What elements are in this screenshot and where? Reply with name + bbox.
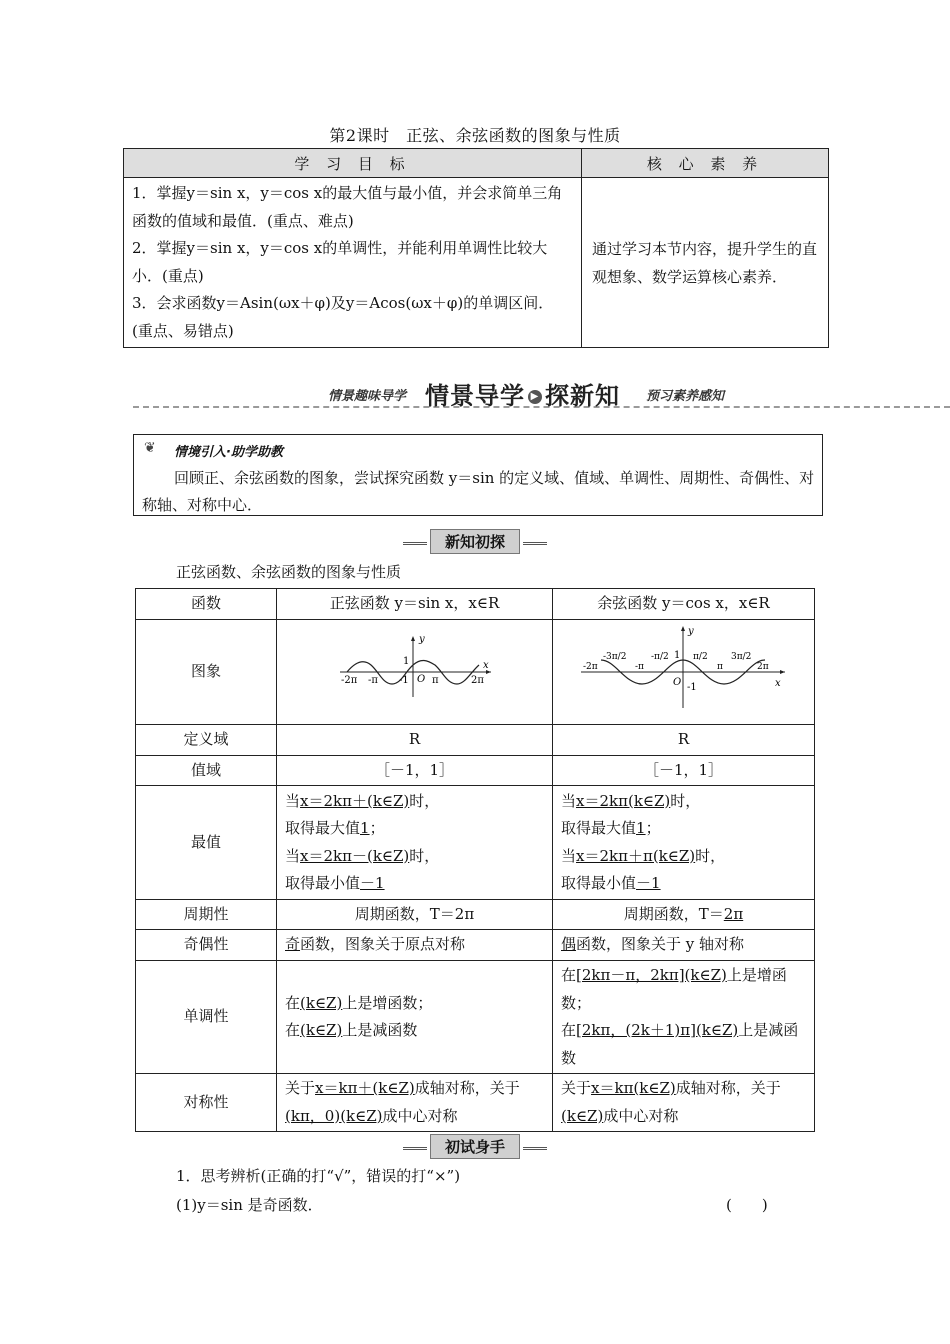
- text: ；: [645, 819, 661, 837]
- new-knowledge-label: 新知初探: [430, 529, 520, 554]
- text: 上是减函数: [342, 1021, 418, 1039]
- sine-y-arrow: [411, 636, 415, 641]
- cosine-graph-cell: [553, 620, 815, 725]
- sine-graph: [335, 632, 495, 702]
- sine-max-condition: x＝2kπ＋(k∈Z): [300, 791, 410, 810]
- row-label-parity: 奇偶性: [136, 930, 277, 961]
- banner-left-caption: 情景趣味导学: [328, 389, 407, 404]
- question-1: (1)y＝sin 是奇函数．: [176, 1196, 323, 1214]
- sine-decreasing-interval: (k∈Z): [300, 1021, 343, 1039]
- sine-monotonic: [277, 961, 553, 1074]
- cosine-neg-pi-label: -π: [634, 662, 644, 673]
- goals-cell: [124, 178, 582, 348]
- cosine-domain: R: [553, 725, 815, 756]
- sine-min-value: －1: [360, 874, 385, 892]
- sine-pi-label: π: [431, 675, 439, 687]
- cosine-three-pi-half-label: 3π/2: [730, 652, 751, 663]
- text: 取得最小值: [285, 874, 361, 892]
- cosine-min-condition: x＝2kπ＋π(k∈Z): [576, 846, 696, 865]
- cosine-symmetry-axis: x＝kπ(k∈Z): [591, 1079, 676, 1097]
- intro-box: [133, 434, 823, 516]
- sine-extremum: [277, 786, 553, 900]
- goals-header: 学 习 目 标: [124, 149, 582, 178]
- text: 时，: [409, 846, 440, 865]
- cosine-period-value: 2π: [723, 904, 744, 923]
- text: 成轴对称，关于: [414, 1079, 520, 1097]
- text: 当: [561, 791, 577, 810]
- text: 当: [561, 846, 577, 865]
- cosine-two-pi-label: 2π: [756, 662, 769, 673]
- cosine-y-arrow: [681, 626, 685, 631]
- goals-table: [123, 148, 829, 348]
- text: 取得最大值: [561, 819, 637, 837]
- table-caption: 正弦函数、余弦函数的图象与性质: [176, 563, 402, 581]
- question-intro: 1．思考辨析(正确的打“√”，错误的打“×”): [176, 1167, 461, 1185]
- row-label-graph: 图象: [136, 620, 277, 725]
- header-function: 函数: [136, 589, 277, 620]
- new-knowledge-tag: [0, 529, 950, 554]
- cosine-period: [553, 900, 815, 930]
- cosine-range: ［－1，1］: [553, 756, 815, 786]
- text: ；: [369, 819, 385, 837]
- cosine-pi-label: π: [716, 662, 723, 673]
- sine-min-condition: x＝2kπ－(k∈Z): [300, 846, 410, 865]
- cosine-parity-word: 偶: [561, 935, 577, 954]
- sine-graph-cell: [277, 620, 553, 725]
- core-cell: 通过学习本节内容，提升学生的直观想象、数学运算核心素养．: [582, 178, 829, 348]
- cosine-neg-two-pi-label: -2π: [582, 662, 598, 673]
- sine-neg-pi-label: -π: [367, 675, 378, 687]
- row-label-range: 值域: [136, 756, 277, 786]
- cosine-origin-label: O: [672, 677, 681, 689]
- sine-symmetry-center: (kπ，0)(k∈Z): [285, 1106, 383, 1125]
- goal-3: 3．会求函数y＝Asin(ωx＋φ)及y＝Acos(ωx＋φ)的单调区间．(重点、易错点): [132, 294, 554, 340]
- sine-parity-word: 奇: [285, 935, 301, 954]
- text: 成中心对称: [603, 1106, 679, 1125]
- text: 当: [285, 846, 301, 865]
- cosine-neg-pi-half-label: -π/2: [650, 652, 669, 663]
- text: 取得最大值: [285, 819, 361, 837]
- sine-max-value: 1: [360, 819, 370, 837]
- text: 关于: [285, 1079, 316, 1097]
- cosine-decreasing-interval: [2kπ，(2k＋1)π](k∈Z): [576, 1021, 739, 1039]
- text: 函数，图象关于原点对称: [300, 935, 466, 954]
- text: 上是增函数；: [561, 966, 787, 1012]
- banner-title-right: 探新知: [545, 382, 620, 410]
- sine-two-pi-label: 2π: [470, 675, 484, 687]
- text: 成中心对称: [382, 1106, 458, 1125]
- text: 在: [285, 993, 301, 1012]
- cosine-x-label: x: [774, 678, 781, 690]
- text: 时，: [695, 846, 726, 865]
- sine-y-label: y: [418, 634, 425, 646]
- sine-neg-two-pi-label: -2π: [340, 675, 357, 687]
- text: 上是增函数；: [342, 993, 433, 1012]
- cosine-parity: [553, 930, 815, 961]
- text: 成轴对称，关于: [675, 1079, 781, 1097]
- sine-parity: [277, 930, 553, 961]
- sine-range: ［－1，1］: [277, 756, 553, 786]
- core-header: 核 心 素 养: [582, 149, 829, 178]
- row-label-period: 周期性: [136, 900, 277, 930]
- cosine-pi-half-label: π/2: [692, 652, 708, 663]
- answer-blank[interactable]: ( ): [726, 1196, 768, 1214]
- banner-title-left: 情景导学: [425, 382, 525, 410]
- sine-symmetry-axis: x＝kπ＋(k∈Z): [315, 1079, 415, 1097]
- text: 周期函数，T＝: [623, 904, 724, 923]
- sine-x-label: x: [482, 660, 489, 672]
- properties-table: [135, 588, 815, 1132]
- goal-1: 1．掌握y＝sin x，y＝cos x的最大值与最小值，并会求简单三角函数的值域和最值．(重点、难点): [132, 184, 563, 230]
- row-label-monotonic: 单调性: [136, 961, 277, 1074]
- sine-neg-one-label: -1: [398, 675, 409, 687]
- section-banner: [133, 376, 950, 416]
- goal-2: 2．掌握y＝sin x，y＝cos x的单调性，并能利用单调性比较大小．(重点): [132, 239, 548, 285]
- cosine-y-label: y: [687, 626, 694, 638]
- sine-symmetry: [277, 1074, 553, 1132]
- lesson-title: 第2课时 正弦、余弦函数的图象与性质: [329, 126, 621, 145]
- try-label: 初试身手: [430, 1134, 520, 1159]
- leaf-icon: ❦: [144, 440, 156, 456]
- header-sine: 正弦函数 y＝sin x，x∈R: [277, 589, 553, 620]
- row-label-extremum: 最值: [136, 786, 277, 900]
- banner-arrow-icon: ▶: [528, 390, 542, 404]
- cosine-increasing-interval: [2kπ－π，2kπ](k∈Z): [576, 966, 727, 984]
- try-tag: [0, 1134, 950, 1159]
- cosine-x-arrow: [780, 670, 785, 674]
- text: 函数，图象关于 y 轴对称: [576, 935, 745, 954]
- cosine-symmetry-center: (k∈Z): [561, 1106, 604, 1125]
- text: 时，: [670, 791, 701, 810]
- text: 上是减函数: [561, 1021, 799, 1067]
- cosine-extremum: [553, 786, 815, 900]
- cosine-neg-three-pi-half-label: -3π/2: [602, 652, 626, 663]
- row-label-domain: 定义域: [136, 725, 277, 756]
- intro-heading: 情境引入·助学助教: [174, 445, 283, 460]
- sine-origin-label: O: [416, 674, 425, 686]
- text: 当: [285, 791, 301, 810]
- text: 在: [285, 1021, 301, 1039]
- header-cosine: 余弦函数 y＝cos x，x∈R: [553, 589, 815, 620]
- sine-domain: R: [277, 725, 553, 756]
- intro-text: 回顾正、余弦函数的图象，尝试探究函数 y＝sin 的定义域、值域、单调性、周期性、奇偶性、对称轴、对称中心．: [142, 469, 815, 514]
- cosine-one-label: 1: [673, 650, 680, 662]
- text: 关于: [561, 1079, 592, 1097]
- text: 在: [561, 1021, 577, 1039]
- cosine-monotonic: [553, 961, 815, 1074]
- banner-right-caption: 预习素养感知: [646, 389, 725, 404]
- banner-title: [425, 376, 620, 411]
- cosine-min-value: －1: [636, 874, 661, 892]
- text: 在: [561, 966, 577, 984]
- cosine-max-condition: x＝2kπ(k∈Z): [576, 791, 671, 810]
- row-label-symmetry: 对称性: [136, 1074, 277, 1132]
- sine-period: 周期函数，T＝2π: [277, 900, 553, 930]
- sine-one-label: 1: [402, 656, 409, 668]
- text: 时，: [409, 791, 440, 810]
- cosine-max-value: 1: [636, 819, 646, 837]
- cosine-graph: [579, 622, 789, 712]
- cosine-neg-one-label: -1: [686, 682, 697, 694]
- text: 取得最小值: [561, 874, 637, 892]
- sine-increasing-interval: (k∈Z): [300, 993, 343, 1012]
- cosine-symmetry: [553, 1074, 815, 1132]
